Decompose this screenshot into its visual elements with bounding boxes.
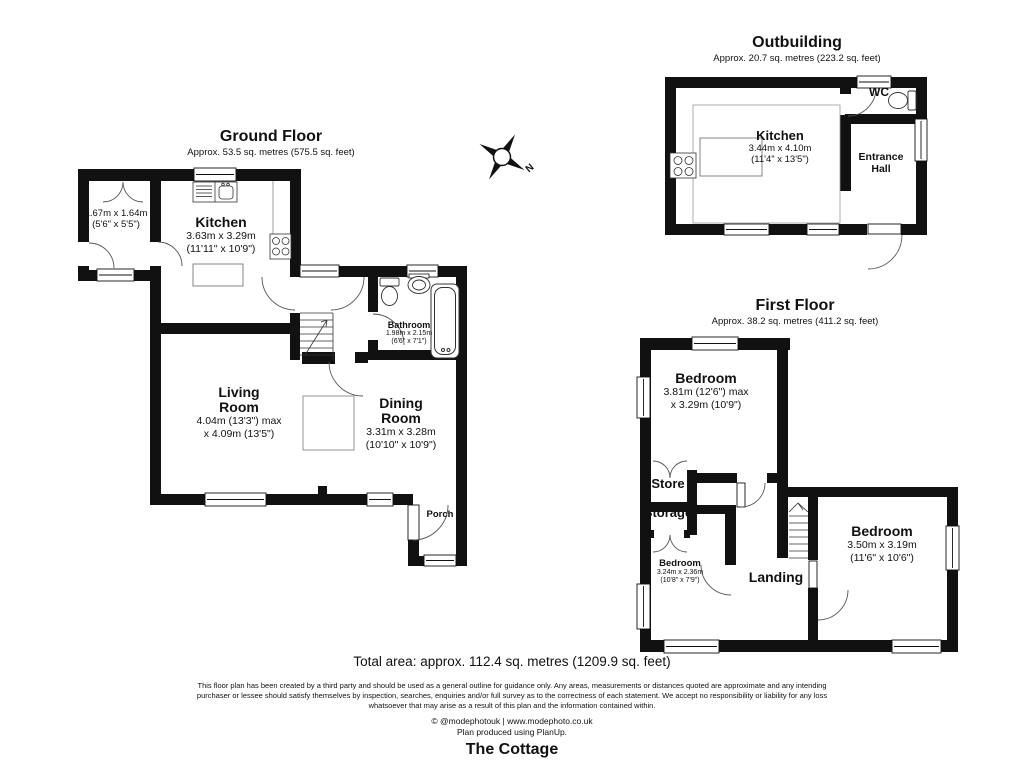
room-dims-ft: (11'11" x 10'9") — [186, 242, 256, 255]
room-name: Living — [218, 384, 260, 400]
ob-kitchen-label — [749, 129, 812, 165]
door-arc — [331, 277, 364, 310]
ff-bedroom2-label — [657, 559, 703, 585]
compass-rose — [480, 135, 525, 180]
closet-door-arc — [103, 182, 123, 202]
ground-floor-title: Ground Floor — [219, 128, 323, 145]
bedroom-door-leaf — [809, 561, 817, 588]
dining-table — [303, 396, 354, 450]
basin — [408, 274, 430, 294]
room-name: Room — [381, 410, 421, 426]
room-name: Bedroom — [851, 523, 913, 539]
closet-door-arc — [123, 182, 143, 202]
room-dims-ft: x 4.09m (13'5") — [203, 427, 275, 440]
ob-wc-label: WC — [869, 85, 889, 99]
window — [664, 640, 719, 653]
room-name: Bedroom — [659, 558, 701, 569]
ground-floor-doors — [89, 182, 448, 540]
room-dims: 3.24m x 2.36m — [656, 569, 704, 576]
bathtub — [431, 284, 459, 358]
room-name: Bathroom — [387, 320, 431, 330]
total-area-text: Total area: approx. 112.4 sq. metres (1209.9 sq. feet) — [353, 654, 671, 669]
gf-kitchen-label — [186, 215, 255, 255]
room-dims-ft: (11'6" x 10'6") — [850, 551, 914, 564]
window — [424, 555, 456, 566]
ff-bedroom1-label — [663, 371, 748, 411]
room-dims-ft: (6'6" x 7'1") — [391, 338, 427, 345]
closet-door-arc — [653, 535, 670, 552]
gf-dining-room-label — [366, 396, 436, 451]
room-name: Kitchen — [195, 214, 247, 230]
first-floor-staircase — [789, 503, 808, 558]
disclaimer-line: This floor plan has been created by a third party and should be used as a general outline for guidance only. Any areas, measurements or distances quoted are approximate and any intending — [197, 681, 827, 690]
door-arc — [701, 565, 731, 595]
kitchen-sink-unit — [193, 182, 237, 202]
ff-bedroom3-label — [847, 524, 916, 564]
room-dims: 1.67m x 1.64m — [84, 208, 148, 219]
bedroom-door-leaf — [737, 483, 745, 507]
stove — [670, 153, 696, 178]
compass-hub — [494, 149, 511, 166]
ob-entrance-hall-label — [859, 151, 904, 175]
gf-porch-label: Porch — [426, 509, 454, 520]
window — [194, 168, 236, 181]
room-dims: 3.81m (12'6") max — [663, 386, 749, 398]
room-name: Kitchen — [756, 128, 804, 143]
window — [97, 269, 134, 281]
window — [915, 119, 927, 161]
window — [807, 224, 839, 235]
porch-door-leaf — [408, 505, 419, 540]
room-name: Bedroom — [675, 370, 737, 386]
ff-storage-label: Storage — [643, 505, 693, 520]
room-dims: 4.04m (13'3") max — [196, 415, 282, 427]
window — [367, 493, 393, 506]
stove — [270, 234, 291, 259]
property-name: The Cottage — [465, 741, 559, 758]
door-arc — [818, 590, 848, 620]
room-dims-ft: (11'4" x 13'5") — [751, 154, 809, 165]
window — [724, 224, 769, 235]
door-arc — [868, 235, 902, 269]
toilet — [889, 91, 917, 110]
room-dims: 3.50m x 3.19m — [847, 539, 917, 551]
ff-landing-label: Landing — [748, 569, 804, 585]
produced-text: Plan produced using PlanUp. — [456, 727, 568, 737]
disclaimer-line: whatsoever that may arise as a result of this plan and the information contained within. — [368, 701, 656, 710]
gf-living-room-label — [196, 385, 281, 440]
compass-north-label: N — [523, 161, 537, 176]
room-name: Hall — [871, 163, 891, 175]
first-floor-subtitle: Approx. 38.2 sq. metres (411.2 sq. feet) — [711, 316, 879, 327]
window — [637, 584, 650, 629]
door-arc — [329, 362, 363, 396]
ff-store-label: Store — [651, 476, 685, 491]
door-arc — [262, 277, 295, 310]
room-dims-ft: (10'8" x 7'9") — [660, 577, 700, 584]
outbuilding-subtitle: Approx. 20.7 sq. metres (223.2 sq. feet) — [713, 53, 881, 64]
credit-text: © @modephotouk | www.modephoto.co.uk — [431, 716, 593, 726]
ground-floor-subtitle: Approx. 53.5 sq. metres (575.5 sq. feet) — [187, 147, 355, 158]
room-dims-ft: (10'10" x 10'9") — [365, 438, 437, 451]
door-arc — [158, 242, 182, 266]
toilet — [380, 278, 399, 306]
window — [300, 265, 339, 277]
window — [205, 493, 266, 506]
outbuilding-title: Outbuilding — [752, 34, 842, 51]
room-dims-ft: (5'6" x 5'5") — [92, 219, 140, 230]
window — [892, 640, 941, 653]
room-dims: 1.98m x 2.15m — [385, 330, 433, 337]
utility-room-label — [85, 208, 148, 230]
room-dims-ft: x 3.29m (10'9") — [670, 398, 742, 411]
window — [637, 377, 650, 418]
room-dims: 3.44m x 4.10m — [748, 143, 812, 154]
room-name: Room — [219, 399, 259, 415]
room-name: Entrance — [858, 151, 904, 163]
room-dims: 3.31m x 3.28m — [366, 426, 436, 438]
entrance-door-leaf — [868, 224, 901, 234]
kitchen-island — [193, 264, 243, 286]
window — [946, 526, 959, 570]
disclaimer-line: purchaser or lessee should satisfy themselves by inspection, searches, enquiries and/or full survey as to the correctness of each statement. We accept no responsibility or liability for any loss — [196, 691, 828, 700]
gf-bathroom-label — [386, 320, 432, 346]
window — [692, 337, 738, 350]
room-name: Dining — [379, 395, 423, 411]
door-arc — [89, 243, 114, 268]
room-dims: 3.63m x 3.29m — [186, 230, 256, 242]
first-floor-title: First Floor — [755, 297, 835, 314]
